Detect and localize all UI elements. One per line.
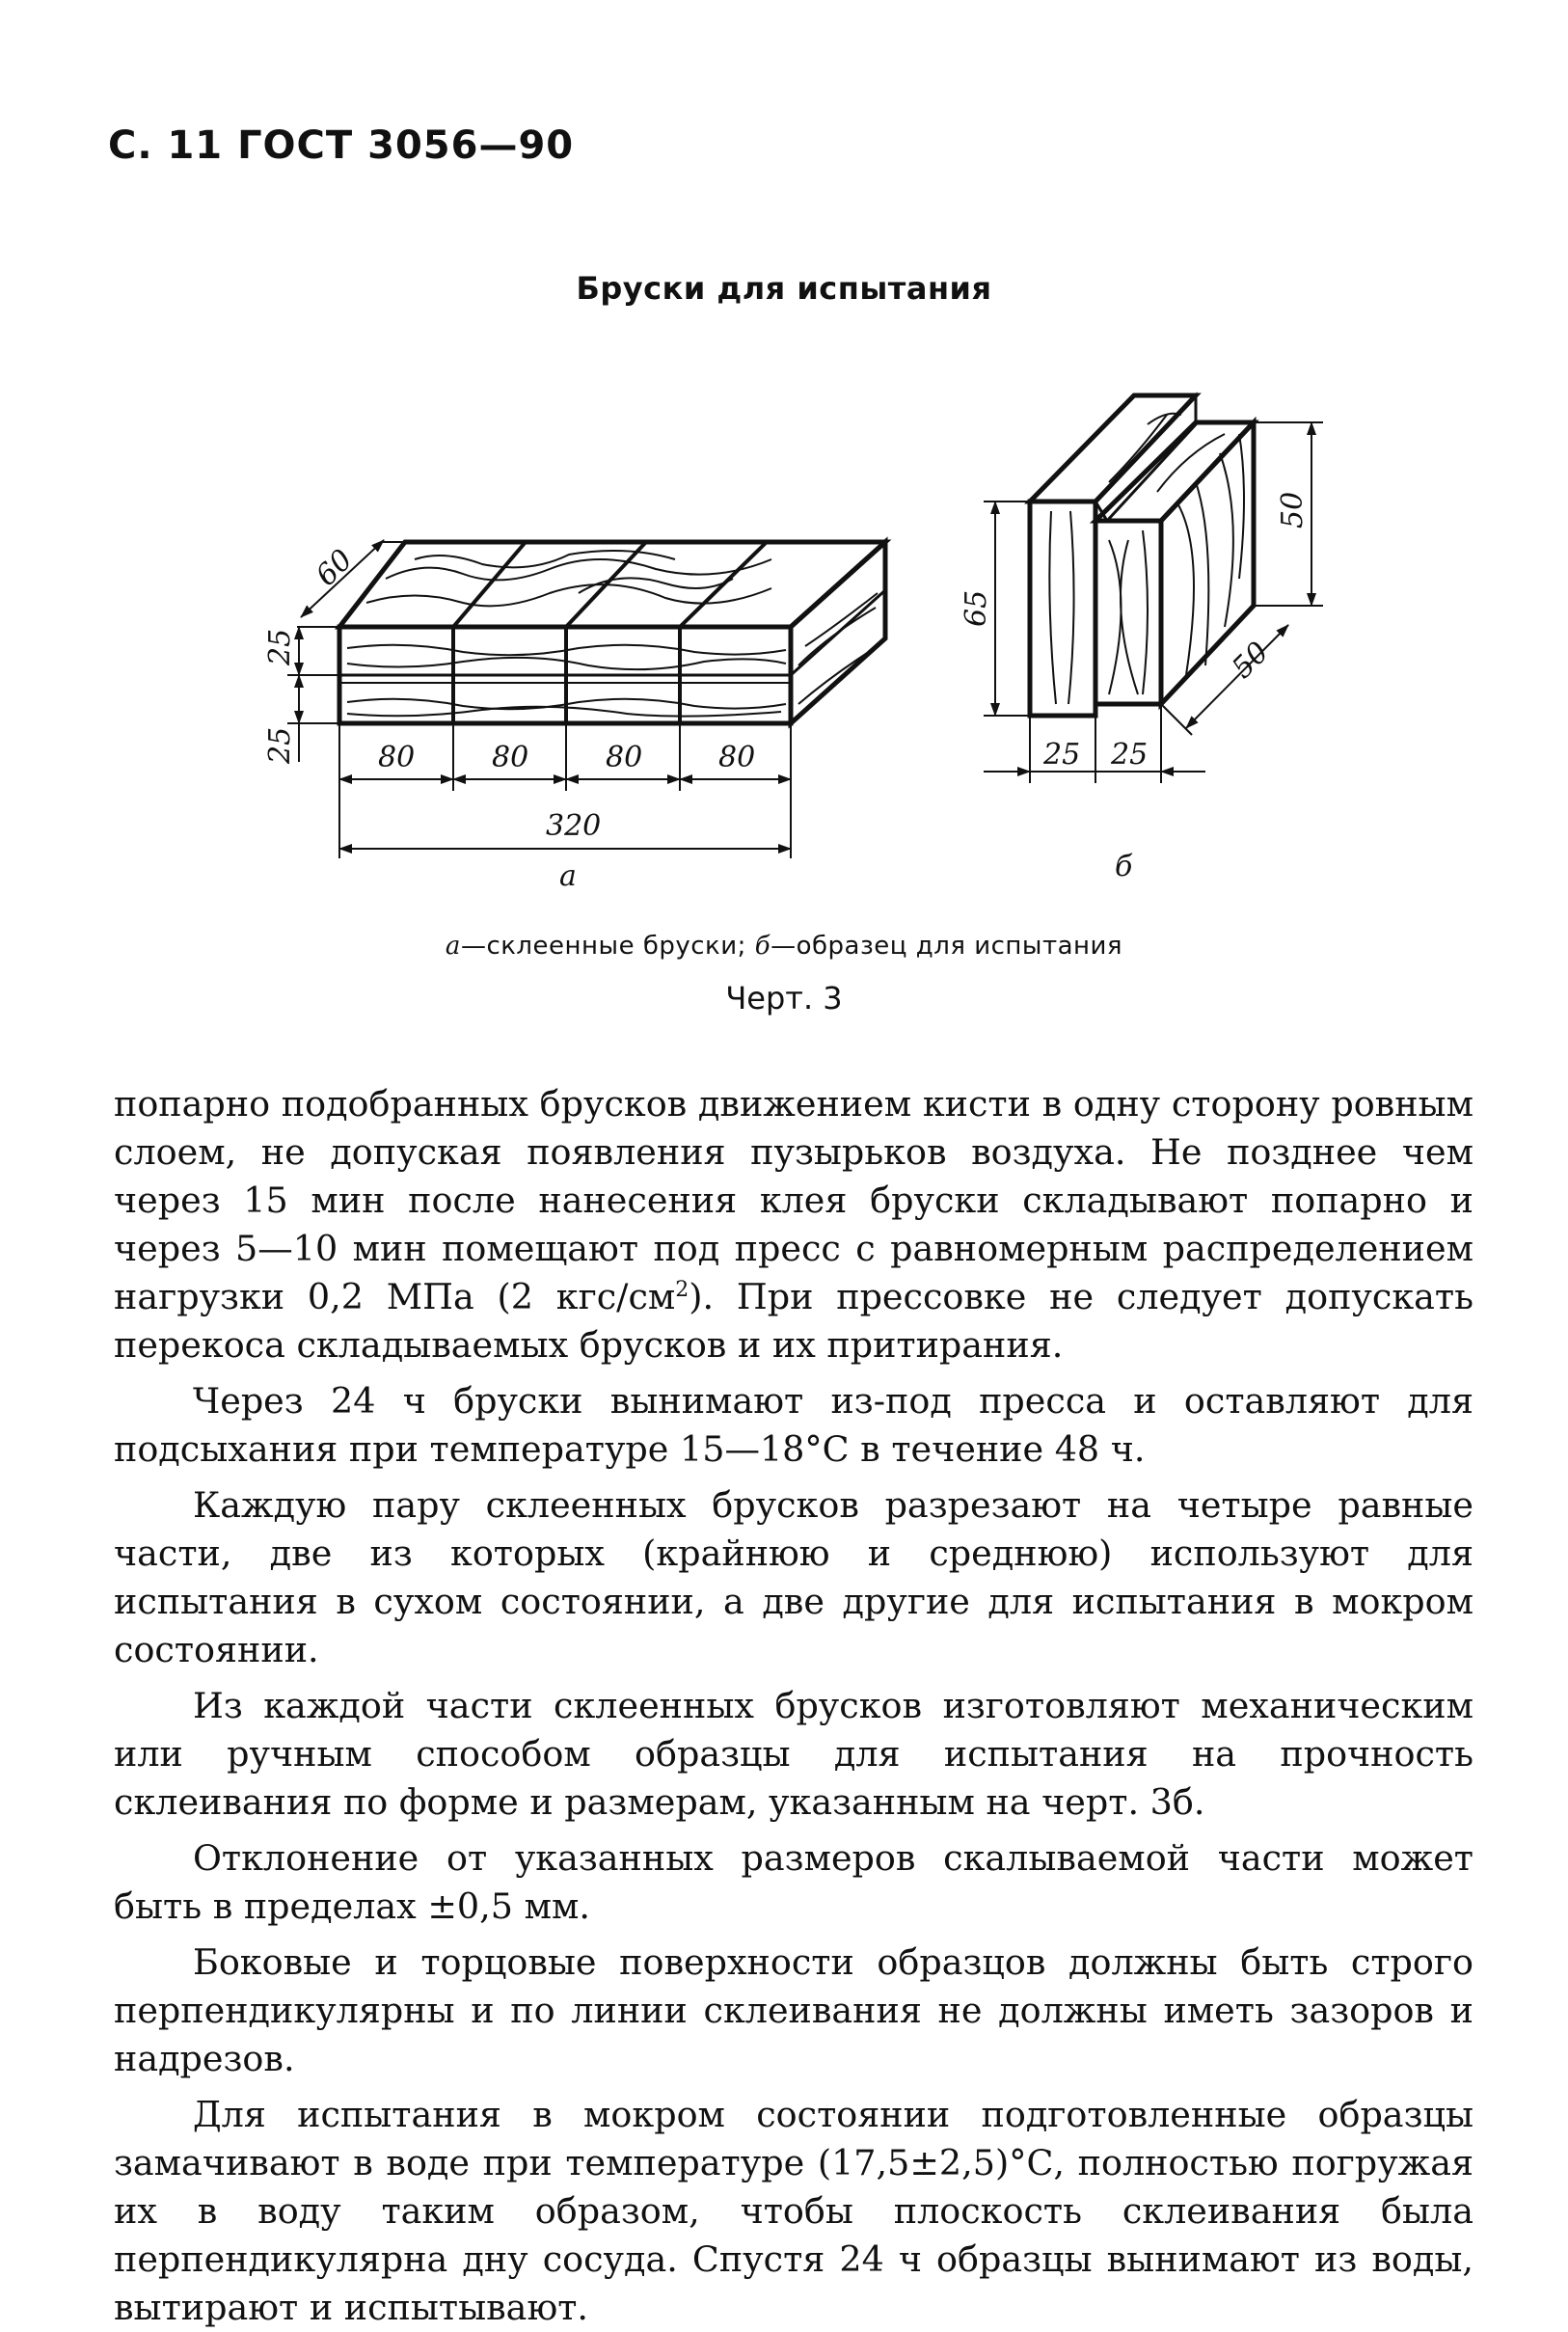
caption-a-letter: а (445, 932, 461, 961)
dim-a-seg1: 80 (378, 741, 416, 774)
dim-a-h-top: 25 (263, 628, 297, 665)
figure-number: Черт. 3 (725, 980, 843, 1017)
paragraph-1 (114, 1080, 1473, 1369)
figure-title: Бруски для испытания (576, 270, 992, 307)
caption-b-letter: б (754, 932, 771, 961)
caption-a-text: —склеенные бруски; (460, 932, 755, 961)
dim-b-w1: 25 (1043, 738, 1081, 772)
technical-drawing (0, 0, 1568, 926)
sample-left-front (1030, 502, 1095, 716)
dim-a-seg4: 80 (718, 741, 756, 774)
dim-a-total: 320 (546, 809, 602, 843)
body-text (114, 1080, 1473, 2332)
paragraph-1-part-2: ). При прессовке не следует допускать перекоса складываемых брусков и их притирания. (114, 1276, 1473, 1366)
dim-a-seg3: 80 (606, 741, 643, 774)
dim-b-height-left: 65 (960, 589, 993, 627)
dim-a-width: 60 (309, 543, 360, 593)
dim-b-height-right: 50 (1276, 491, 1310, 529)
superscript-2: 2 (675, 1277, 689, 1302)
paragraph-1-part-1: попарно подобранных брусков движением кисти в одну сторону ровным слоем, не допуская появления пузырьков воздуха. Не позднее чем через 15 мин после нанесения клея бруски складывают попарно и через 5—10 мин помещают под пресс с равномерным распределением нагрузки 0,2 МПа (2 кгс/см (114, 1083, 1473, 1317)
paragraph-3: Каждую пару склеенных брусков разрезают на четыре равные части, две из которых (крайнюю и среднюю) используют для испытания в сухом состоянии, а две другие для испытания в мокром состоянии. (114, 1484, 1473, 1670)
figure-caption (0, 932, 1568, 961)
drawing-a-label: а (559, 859, 577, 893)
caption-b-text: —образец для испытания (770, 932, 1123, 961)
dim-b-depth: 50 (1225, 635, 1276, 686)
paragraph-2: Через 24 ч бруски вынимают из-под пресса и оставляют для подсыхания при температуре 15—18°С в течение 48 ч. (114, 1380, 1473, 1470)
paragraph-5: Отклонение от указанных размеров скалываемой части может быть в пределах ±0,5 мм. (114, 1837, 1473, 1927)
drawing-b-label: б (1115, 850, 1133, 883)
paragraph-6: Боковые и торцовые поверхности образцов должны быть строго перпендикулярны и по линии склеивания не должны иметь зазоров и надрезов. (114, 1941, 1473, 2079)
paragraph-4: Из каждой части склеенных брусков изготовляют механическим или ручным способом образцы для испытания на прочность склеивания по форме и размерам, указанным на черт. 3б. (114, 1685, 1473, 1823)
dim-b-w2: 25 (1111, 738, 1149, 772)
paragraph-7: Для испытания в мокром состоянии подготовленные образцы замачивают в воде при температуре (17,5±2,5)°С, полностью погружая их в воду таким образом, чтобы плоскость склеивания была перпендикулярна дну сосуда. Спустя 24 ч образцы вынимают из воды, вытирают и испытывают. (114, 2094, 1473, 2328)
dim-a-h-bottom: 25 (263, 726, 297, 764)
dim-a-seg2: 80 (492, 741, 529, 774)
page-header: С. 11 ГОСТ 3056—90 (108, 123, 575, 168)
sample-right-front (1095, 521, 1161, 704)
test-sample-drawing (984, 395, 1323, 783)
